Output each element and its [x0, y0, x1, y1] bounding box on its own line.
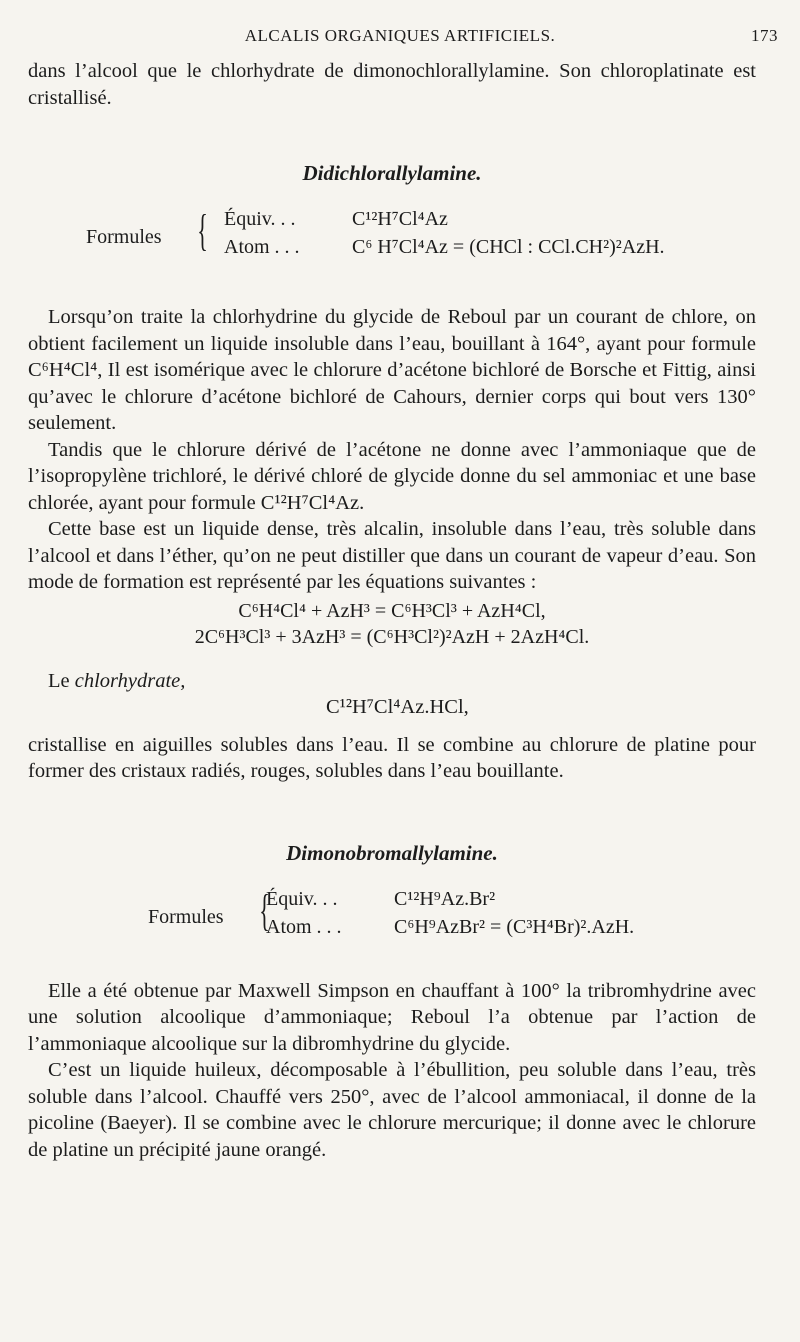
- chlorhydrate-formula: C¹²H⁷Cl⁴Az.HCl,: [326, 695, 469, 718]
- chlorhydrate-paragraph: cristallise en aiguilles solubles dans l’eau. Il se combine au chlorure de platine pour former des cristaux radiés, rouges, solubles dans l’eau bouillante.: [28, 733, 756, 782]
- section-title-dimonobromallylamine: Dimonobromallylamine.: [286, 840, 498, 865]
- section-title-didichlorallylamine: Didichlorallylamine.: [302, 161, 482, 185]
- atom-label: Atom . . .: [266, 915, 342, 938]
- paragraph: Lorsqu’on traite la chlorhydrine du glycide de Reboul par un courant de chlore, on obtient facilement un liquide insoluble dans l’eau, bouillant à 164°, ayant pour formule C⁶H⁴Cl⁴, Il est isomérique avec le chlorure d’acétone bichloré de Borsche et Fittig, ainsi qu’avec le chlorure d’acétone bichloré de Cahours, dernier corps qui bout vers 130° seulement.: [28, 306, 756, 434]
- page-number: 173: [751, 26, 778, 45]
- intro-paragraph: dans l’alcool que le chlorhydrate de dimonochlorallylamine. Son chloroplatinate est cristallisé.: [28, 60, 756, 109]
- page-header: [0, 26, 800, 50]
- paragraph: Cette base est un liquide dense, très alcalin, insoluble dans l’eau, très soluble dans l’alcool et dans l’éther, qu’on ne peut distiller que dans un courant de vapeur d’eau. Son mode de formation est représenté par les équations suivantes :: [28, 518, 756, 593]
- formula-block-dimonobromallylamine: [28, 885, 756, 948]
- formula-row-equiv: [224, 208, 448, 231]
- equiv-label: Équiv. . .: [224, 208, 296, 230]
- atom-label: Atom . . .: [224, 236, 300, 258]
- formulas-label: Formules: [148, 905, 224, 928]
- page-body: [28, 58, 756, 1163]
- atom-formula: C⁶ H⁷Cl⁴Az = (CHCl : CCl.CH²)²AzH.: [352, 236, 665, 258]
- equiv-label: Équiv. . .: [266, 887, 338, 910]
- chlorhydrate-label: [48, 670, 185, 693]
- chlorhydrate-prefix: Le: [48, 669, 75, 692]
- chlorhydrate-line: [28, 670, 756, 726]
- formulas-label: Formules: [86, 226, 162, 248]
- formula-row-equiv: [266, 888, 495, 911]
- paragraph: Elle a été obtenue par Maxwell Simpson en chauffant à 100° la tribromhydrine avec une solution alcoolique d’ammoniaque; Reboul l’a obtenue par l’action de l’ammoniaque alcoolique sur la dibromhydrine du glycide.: [28, 979, 756, 1055]
- formula-row-atom: [224, 236, 665, 259]
- equiv-formula: C¹²H⁹Az.Br²: [394, 887, 496, 910]
- equiv-formula: C¹²H⁷Cl⁴Az: [352, 208, 448, 230]
- formula-brace: {: [197, 206, 208, 255]
- atom-formula: C⁶H⁹AzBr² = (C³H⁴Br)².AzH.: [394, 915, 635, 938]
- running-title: ALCALIS ORGANIQUES ARTIFICIELS.: [244, 26, 556, 45]
- chlorhydrate-word: chlorhydrate,: [74, 669, 186, 692]
- formula-row-atom: [266, 916, 634, 939]
- formula-brace: {: [259, 885, 270, 935]
- equation-2: 2C⁶H³Cl³ + 3AzH³ = (C⁶H³Cl²)²AzH + 2AzH⁴Cl.: [194, 625, 590, 648]
- paragraph: Tandis que le chlorure dérivé de l’acétone ne donne avec l’ammoniaque que de l’isopropylène trichloré, le dérivé chloré de glycide donne du sel ammoniac et une base chlorée, ayant pour formule C¹²H⁷Cl⁴Az.: [28, 438, 756, 514]
- equation-1: C⁶H⁴Cl⁴ + AzH³ = C⁶H³Cl³ + AzH⁴Cl,: [238, 599, 546, 622]
- paragraph: C’est un liquide huileux, décomposable à l’ébullition, peu soluble dans l’eau, très soluble dans l’alcool. Chauffé vers 250°, avec de l’alcool ammoniacal, il donne de la picoline (Baeyer). Il se combine avec le chlorure mercurique; il donne avec le chlorure de platine un précipité jaune orangé.: [28, 1059, 756, 1161]
- formula-block-didichlorallylamine: [28, 208, 756, 268]
